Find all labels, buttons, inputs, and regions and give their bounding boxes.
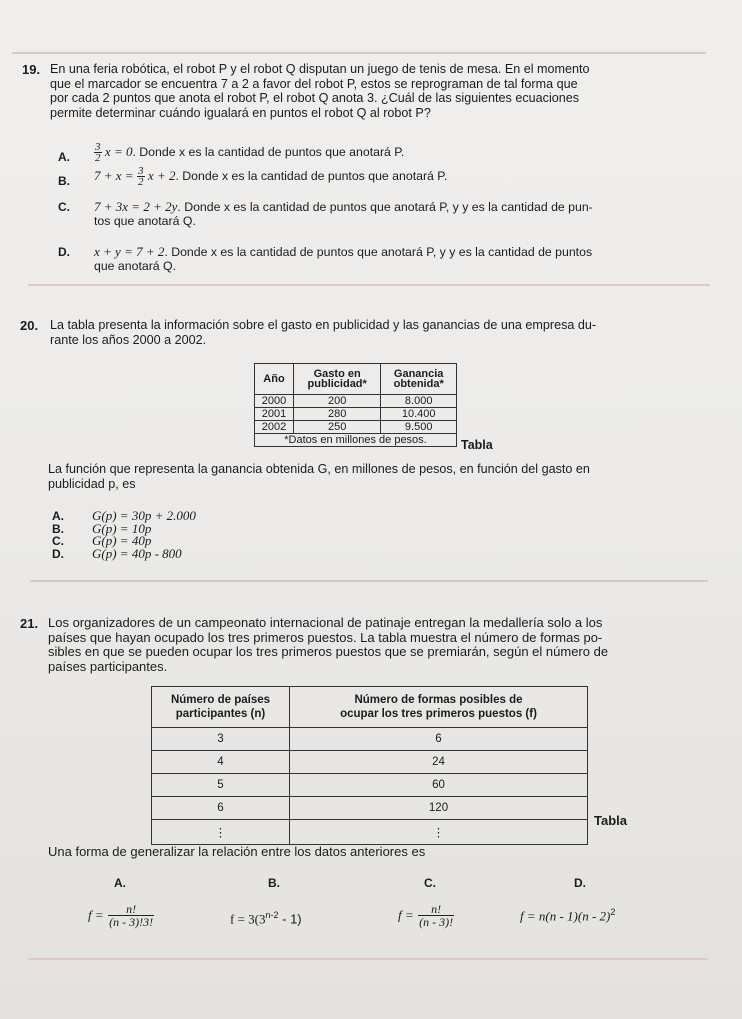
question-21-prompt: Una forma de generalizar la relación entre los datos anteriores es [48,844,426,859]
table-caption: Tabla [594,813,627,828]
table-row: 6 120 [152,797,588,820]
option-b[interactable]: B. G(p) = 10p [52,520,152,536]
question-number: 21. [20,616,39,631]
question-21-text: Los organizadores de un campeonato internacional de patinaje entregan la medallería solo a los países que hayan ocupado los tres primeros puestos. La tabla muestra el número de formas po- sibles en que se pueden ocupar los tres primeros puestos que se premiarán, según el número de países participantes. [48,615,609,674]
option-label: C. [424,876,436,890]
table-row: 2000 200 8.000 [255,395,457,408]
table-row: 2002 250 9.500 [255,421,457,434]
table-row: 5 60 [152,774,588,797]
question-number: 19. [22,62,41,77]
question-20-text: La tabla presenta la información sobre el gasto en publicidad y las ganancias de una empresa du- rante los años 2000 a 2002. [50,318,597,347]
question-20-options [52,508,196,561]
option-a[interactable]: f = $\frac{n!}{(n - 3)!3!}$ [88,902,154,929]
spending-profit-table: Año Gasto en publicidad* Ganancia obtenida* 2000 200 8.000 2001 280 10.400 2002 250 9.500 *Datos en millones de pesos. [254,363,457,447]
question-19-text: En una feria robótica, el robot P y el robot Q disputan un juego de tenis de mesa. En el momento que el marcador se encuentra 7 a 2 a favor del robot P, estos se reprograman de tal forma que por cada 2 puntos que anota el robot P, el robot Q anota 3. ¿Cuál de las siguientes ecuaciones permite determinar cuándo igualará en puntos el robot Q al robot P? [50,62,590,120]
option-d[interactable]: f = n(n - 1)(n - 2)$^2$ [520,907,616,924]
option-c[interactable]: f = $\frac{n!}{(n - 3)!}$ [398,902,454,929]
exam-page: 19. En una feria robótica, el robot P y el robot Q disputan un juego de tenis de mesa. En el momento que el marcador se encuentra 7 a 2 a favor del robot P, estos se reprograman de tal forma que por cada 2 puntos que anota el robot P, el robot Q anota 3. ¿Cuál de las siguientes ecuaciones permite determinar cuándo igualará en puntos el robot Q al robot P? A. $\frac{3}{2}$ x = 0. Donde x es la cantidad de puntos que anotará P. B. 7 + x = $\frac{3}{2}$ x + 2. Donde x es la cantidad de puntos que anotará P. C. 7 + 3x = 2 + 2y. Donde x es la cantidad de puntos que anotará P, y y es la cantidad de pun- tos que anotará Q. D. x + y = 7 + 2. Donde x es la cantidad de puntos que anotará P, y y es la cantidad de puntos que anotará Q. 20. La tabla presenta la información sobre el gasto en publicidad y las ganancias de una empresa du- rante los años 2000 a 2002. Año Gasto en publicidad* Ganancia obtenida* 2000 200 8.000 2001 280 10.400 2002 250 9.500 *Datos en millones de pesos. Tabla La función que representa la ganancia obtenida G, en millones de pesos, en función del gasto en publicidad p, es A. G(p) = 30p + 2.000 B. G(p) = 10p C. G(p) = 40p D. G(p) = 40p - 800 21. Los organizadores de un campeonato internacional de patinaje entregan la medallería solo a los países que hayan ocupado los tres primeros puestos. La tabla muestra el número de formas po- sibles en que se pueden ocupar los tres primeros puestos que se premiarán, según el número de países participantes. Número de países participantes (n) Número de formas posibles de ocupar los tres primeros puestos (f) 3 6 4 24 5 60 6 120 ⋮ ⋮ Tabla Una forma de generalizar la relación entre los datos anteriores es A. B. C. D. f = $\frac{n!}{(n - 3)!3!}$ $f = 3(3^{n-2} - 1)$ f = $\frac{n!}{(n - 3)!}$ f = n(n - 1)(n - 2)$^2$ [0,0,742,1019]
table-footnote: *Datos en millones de pesos. [255,434,457,447]
divider [28,284,710,286]
option-label: A. [114,876,126,890]
option-c[interactable]: C. G(p) = 40p [52,533,152,548]
fraction: $\frac{3}{2}$ [95,141,101,164]
option-label: D. [574,876,586,890]
table-row: 2001 280 10.400 [255,408,457,421]
question-number: 20. [20,318,39,333]
fraction: $\frac{n!}{(n - 3)!}$ [419,902,454,929]
fraction: $\frac{3}{2}$ [138,165,144,188]
option-label: B. [268,876,280,890]
divider [30,580,708,582]
table-row: 4 24 [152,751,588,774]
option-a[interactable]: A. G(p) = 30p + 2.000 [52,508,196,523]
option-b[interactable]: $f = 3(3^{n-2} - 1)$ [230,910,302,927]
divider [12,52,706,54]
divider [28,958,708,960]
table-caption: Tabla [461,438,493,452]
countries-ways-table: Número de países participantes (n) Número de formas posibles de ocupar los tres primeros puestos (f) 3 6 4 24 5 60 6 120 ⋮ ⋮ [151,686,588,845]
table-row: 3 6 [152,728,588,751]
table-row: ⋮ ⋮ [152,820,588,845]
question-20-prompt: La función que representa la ganancia obtenida G, en millones de pesos, en función del gasto en publicidad p, es [48,462,590,491]
fraction: $\frac{n!}{(n - 3)!3!}$ [109,902,154,929]
option-d[interactable]: D. G(p) = 40p - 800 [52,545,182,561]
